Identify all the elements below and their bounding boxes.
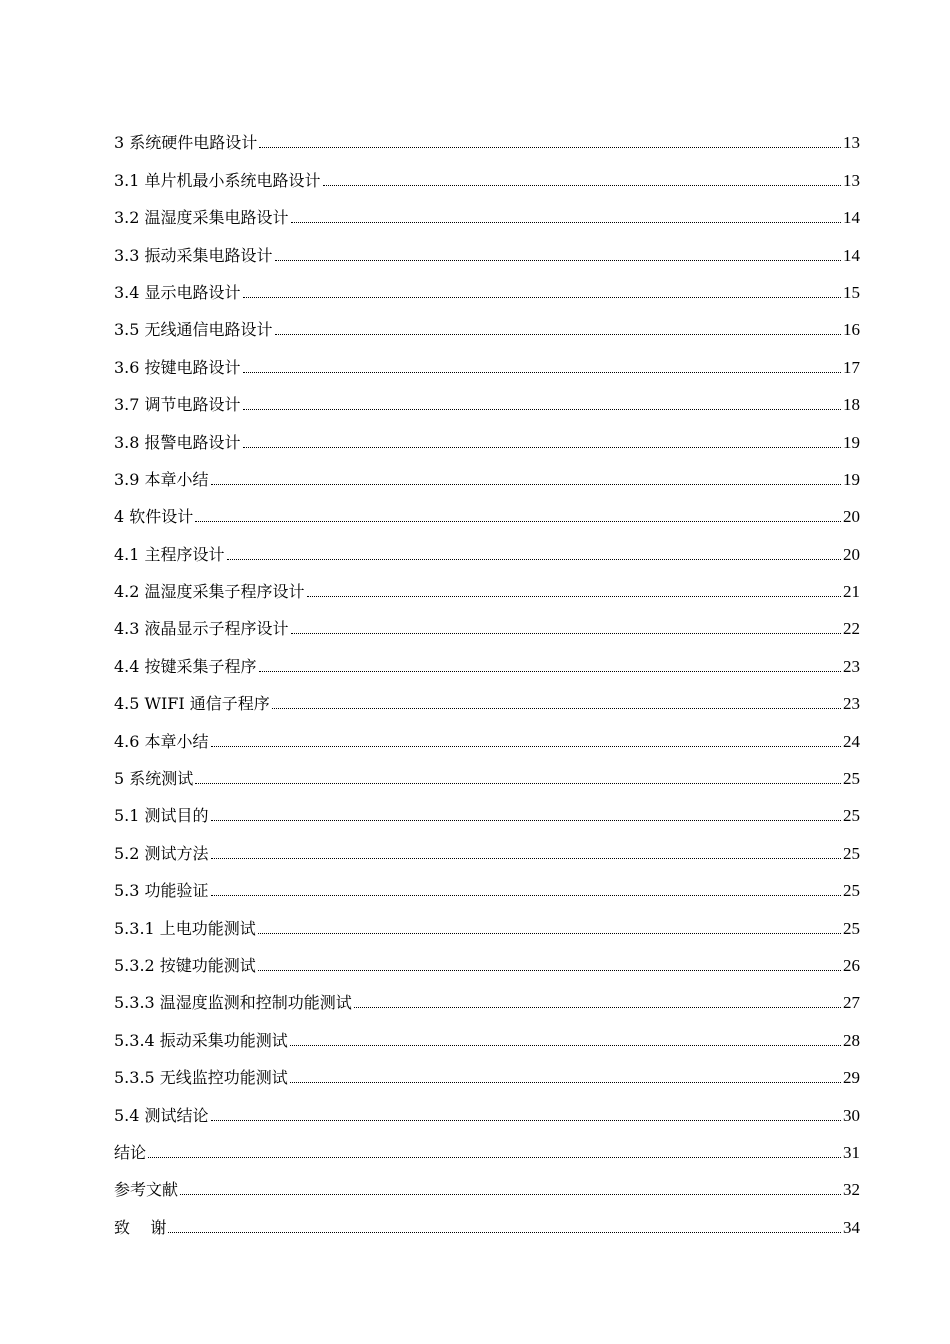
toc-entry-page: 24	[843, 731, 860, 751]
toc-entry[interactable]	[114, 568, 860, 605]
toc-entry[interactable]	[114, 231, 860, 268]
toc-entry-page: 16	[843, 320, 860, 340]
toc-entry-title: 致 谢	[114, 1217, 167, 1237]
toc-entry[interactable]	[114, 867, 860, 904]
toc-entry-page: 14	[843, 208, 860, 228]
toc-entry[interactable]	[114, 194, 860, 231]
toc-entry-title: 3.2 温湿度采集电路设计	[114, 208, 289, 228]
toc-entry-page: 17	[843, 357, 860, 377]
toc-entry-page: 22	[843, 619, 860, 639]
toc-entry-title: 4.2 温湿度采集子程序设计	[114, 582, 305, 602]
dot-leader	[211, 1120, 841, 1121]
dot-leader	[243, 297, 841, 298]
toc-entry[interactable]	[114, 717, 860, 754]
toc-entry-title: 3 系统硬件电路设计	[114, 133, 258, 153]
toc-entry-page: 25	[843, 881, 860, 901]
toc-entry[interactable]	[114, 418, 860, 455]
toc-entry[interactable]	[114, 979, 860, 1016]
toc-entry[interactable]	[114, 1016, 860, 1053]
toc-entry-title: 5.3.4 振动采集功能测试	[114, 1030, 288, 1050]
dot-leader	[211, 895, 841, 896]
toc-entry[interactable]	[114, 605, 860, 642]
toc-entry-title: 4.4 按键采集子程序	[114, 656, 257, 676]
dot-leader	[227, 559, 841, 560]
toc-entry[interactable]	[114, 1091, 860, 1128]
toc-entry-page: 13	[843, 170, 860, 190]
dot-leader	[243, 409, 841, 410]
dot-leader	[259, 147, 841, 148]
toc-entry-page: 29	[843, 1068, 860, 1088]
toc-entry-page: 19	[843, 469, 860, 489]
table-of-contents	[114, 119, 860, 1241]
toc-entry-page: 30	[843, 1105, 860, 1125]
dot-leader	[211, 820, 841, 821]
toc-entry[interactable]	[114, 642, 860, 679]
toc-entry[interactable]	[114, 904, 860, 941]
toc-entry-title: 5.3.3 温湿度监测和控制功能测试	[114, 993, 352, 1013]
toc-entry-title: 3.9 本章小结	[114, 469, 209, 489]
toc-entry[interactable]	[114, 792, 860, 829]
toc-entry[interactable]	[114, 156, 860, 193]
dot-leader	[211, 484, 841, 485]
toc-entry-title: 4.3 液晶显示子程序设计	[114, 619, 289, 639]
dot-leader	[148, 1157, 841, 1158]
dot-leader	[195, 521, 841, 522]
toc-entry-page: 32	[843, 1180, 860, 1200]
toc-entry[interactable]	[114, 456, 860, 493]
dot-leader	[290, 1082, 841, 1083]
dot-leader	[307, 596, 841, 597]
dot-leader	[258, 970, 841, 971]
dot-leader	[291, 633, 841, 634]
toc-entry-title: 5 系统测试	[114, 769, 194, 789]
toc-entry-title: 5.2 测试方法	[114, 843, 209, 863]
toc-entry-page: 20	[843, 507, 860, 527]
toc-entry[interactable]	[114, 119, 860, 156]
toc-entry-page: 26	[843, 955, 860, 975]
toc-entry-page: 13	[843, 133, 860, 153]
toc-entry-title: 结论	[114, 1142, 147, 1162]
toc-entry-title: 3.7 调节电路设计	[114, 395, 241, 415]
toc-entry-title: 5.3.2 按键功能测试	[114, 955, 256, 975]
toc-entry[interactable]	[114, 829, 860, 866]
toc-entry[interactable]	[114, 1203, 860, 1240]
toc-entry-page: 23	[843, 656, 860, 676]
dot-leader	[180, 1194, 841, 1195]
dot-leader	[272, 708, 841, 709]
dot-leader	[243, 372, 841, 373]
dot-leader	[211, 858, 841, 859]
toc-entry-title: 3.3 振动采集电路设计	[114, 245, 273, 265]
toc-entry[interactable]	[114, 1166, 860, 1203]
toc-entry-page: 31	[843, 1142, 860, 1162]
toc-entry-title: 4.5 WIFI 通信子程序	[114, 694, 270, 714]
toc-entry[interactable]	[114, 1129, 860, 1166]
toc-entry-page: 25	[843, 769, 860, 789]
dot-leader	[275, 334, 841, 335]
toc-entry-page: 20	[843, 544, 860, 564]
toc-entry-title: 参考文献	[114, 1180, 179, 1200]
toc-entry[interactable]	[114, 269, 860, 306]
toc-entry-title: 3.8 报警电路设计	[114, 432, 241, 452]
toc-entry-page: 19	[843, 432, 860, 452]
toc-entry-page: 34	[843, 1217, 860, 1237]
toc-entry-page: 28	[843, 1030, 860, 1050]
toc-entry[interactable]	[114, 1054, 860, 1091]
toc-entry-title: 4 软件设计	[114, 507, 194, 527]
dot-leader	[323, 185, 841, 186]
dot-leader	[290, 1045, 841, 1046]
toc-entry[interactable]	[114, 381, 860, 418]
toc-entry-title: 4.1 主程序设计	[114, 544, 225, 564]
toc-entry-page: 18	[843, 395, 860, 415]
toc-entry[interactable]	[114, 942, 860, 979]
toc-entry[interactable]	[114, 680, 860, 717]
dot-leader	[354, 1007, 841, 1008]
toc-entry-page: 25	[843, 843, 860, 863]
toc-entry-page: 25	[843, 918, 860, 938]
toc-entry-title: 5.3.1 上电功能测试	[114, 918, 256, 938]
dot-leader	[168, 1232, 841, 1233]
toc-entry-title: 3.6 按键电路设计	[114, 357, 241, 377]
toc-entry-title: 5.4 测试结论	[114, 1105, 209, 1125]
dot-leader	[258, 933, 841, 934]
dot-leader	[195, 783, 841, 784]
toc-entry[interactable]	[114, 343, 860, 380]
toc-entry-page: 14	[843, 245, 860, 265]
toc-entry-title: 3.1 单片机最小系统电路设计	[114, 170, 321, 190]
toc-entry-title: 5.3 功能验证	[114, 881, 209, 901]
toc-entry[interactable]	[114, 493, 860, 530]
toc-entry[interactable]	[114, 755, 860, 792]
toc-entry[interactable]	[114, 306, 860, 343]
dot-leader	[211, 746, 841, 747]
dot-leader	[291, 222, 841, 223]
toc-entry-title: 4.6 本章小结	[114, 731, 209, 751]
toc-entry-title: 5.1 测试目的	[114, 806, 209, 826]
dot-leader	[259, 671, 841, 672]
toc-entry-page: 25	[843, 806, 860, 826]
toc-entry-title: 3.5 无线通信电路设计	[114, 320, 273, 340]
toc-entry-page: 15	[843, 282, 860, 302]
dot-leader	[275, 260, 841, 261]
toc-entry-title: 3.4 显示电路设计	[114, 282, 241, 302]
dot-leader	[243, 447, 841, 448]
toc-entry-page: 27	[843, 993, 860, 1013]
toc-entry-page: 23	[843, 694, 860, 714]
toc-entry-title: 5.3.5 无线监控功能测试	[114, 1068, 288, 1088]
toc-entry-page: 21	[843, 582, 860, 602]
toc-entry[interactable]	[114, 530, 860, 567]
